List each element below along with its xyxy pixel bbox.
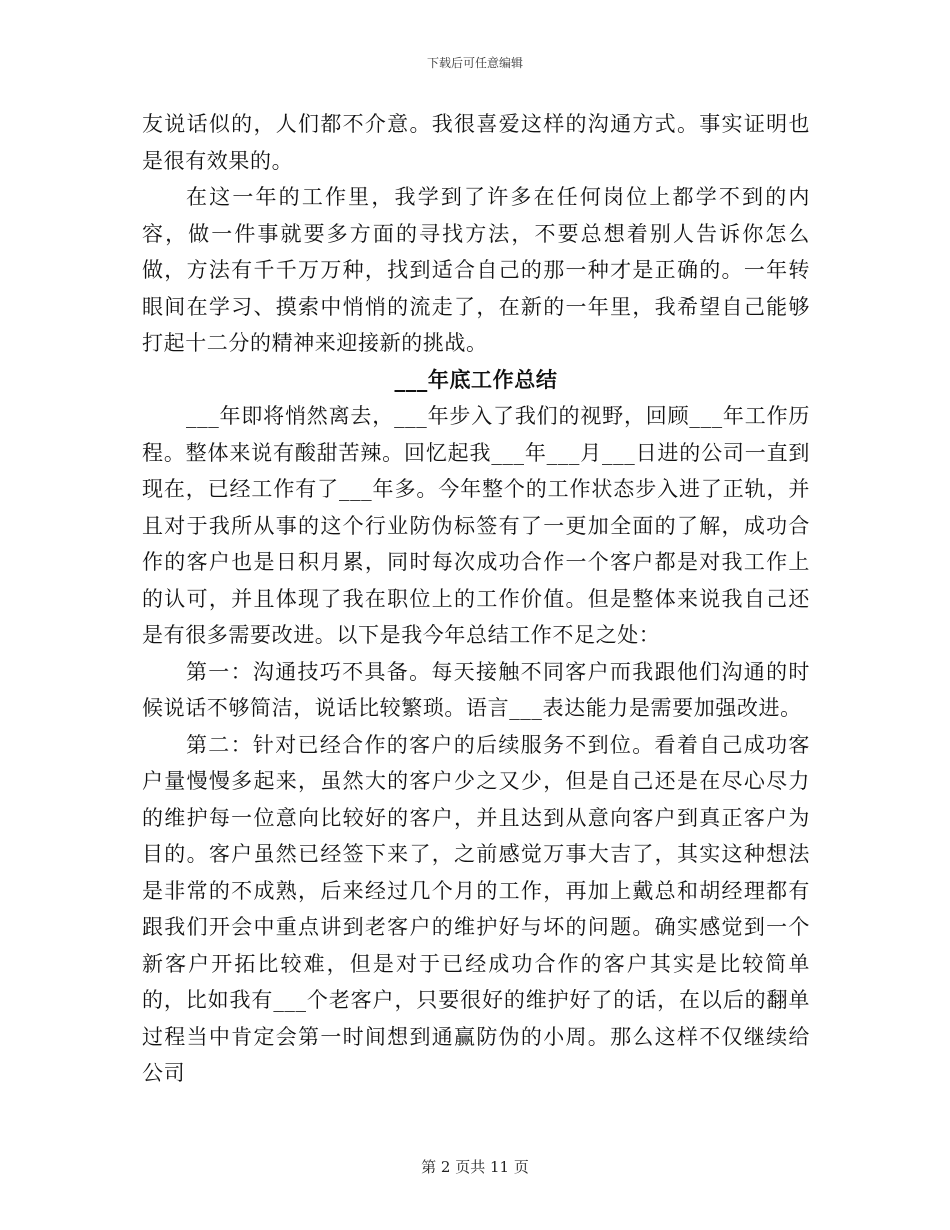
paragraph-continuation: 友说话似的，人们都不介意。我很喜爱这样的沟通方式。事实证明也是很有效果的。 (142, 112, 810, 173)
paragraph-point-one: 第一：沟通技巧不具备。每天接触不同客户而我跟他们沟通的时候说话不够简洁，说话比较繁琐。语言___表达能力是需要加强改进。 (142, 659, 810, 720)
page-footer: 第 2 页共 11 页 (421, 1158, 529, 1176)
paragraph-intro: ___年即将悄然离去，___年步入了我们的视野，回顾___年工作历程。整体来说有酸甜苦辣。回忆起我___年___月___日进的公司一直到现在，已经工作有了___年多。今年整个的工作状态步入进了正轨，并且对于我所从事的这个行业防伪标签有了一更加全面的了解，成功合作的客户也是日积月累，同时每次成功合作一个客户都是对我工作上的认可，并且体现了我在职位上的工作价值。但是整体来说我自己还是有很多需要改进。以下是我今年总结工作不足之处： (142, 404, 810, 647)
paragraph-reflection: 在这一年的工作里，我学到了许多在任何岗位上都学不到的内容，做一件事就要多方面的寻找方法，不要总想着别人告诉你怎么做，方法有千千万万种，找到适合自己的那一种才是正确的。一年转眼间在学习、摸索中悄悄的流走了，在新的一年里，我希望自己能够打起十二分的精神来迎接新的挑战。 (142, 185, 810, 355)
page-header: 下载后可任意编辑 (426, 56, 523, 70)
section-title: ___年底工作总结 (394, 367, 558, 392)
document-body (142, 106, 810, 1092)
paragraph-point-two: 第二：针对已经合作的客户的后续服务不到位。看着自己成功客户量慢慢多起来，虽然大的客户少之又少，但是自己还是在尽心尽力的维护每一位意向比较好的客户，并且达到从意向客户到真正客户为目的。客户虽然已经签下来了，之前感觉万事大吉了，其实这种想法是非常的不成熟，后来经过几个月的工作，再加上戴总和胡经理都有跟我们开会中重点讲到老客户的维护好与坏的问题。确实感觉到一个新客户开拓比较难，但是对于已经成功合作的客户其实是比较简单的，比如我有___个老客户，只要很好的维护好了的话，在以后的翻单过程当中肯定会第一时间想到通赢防伪的小周。那么这样不仅继续给公司 (142, 732, 810, 1085)
